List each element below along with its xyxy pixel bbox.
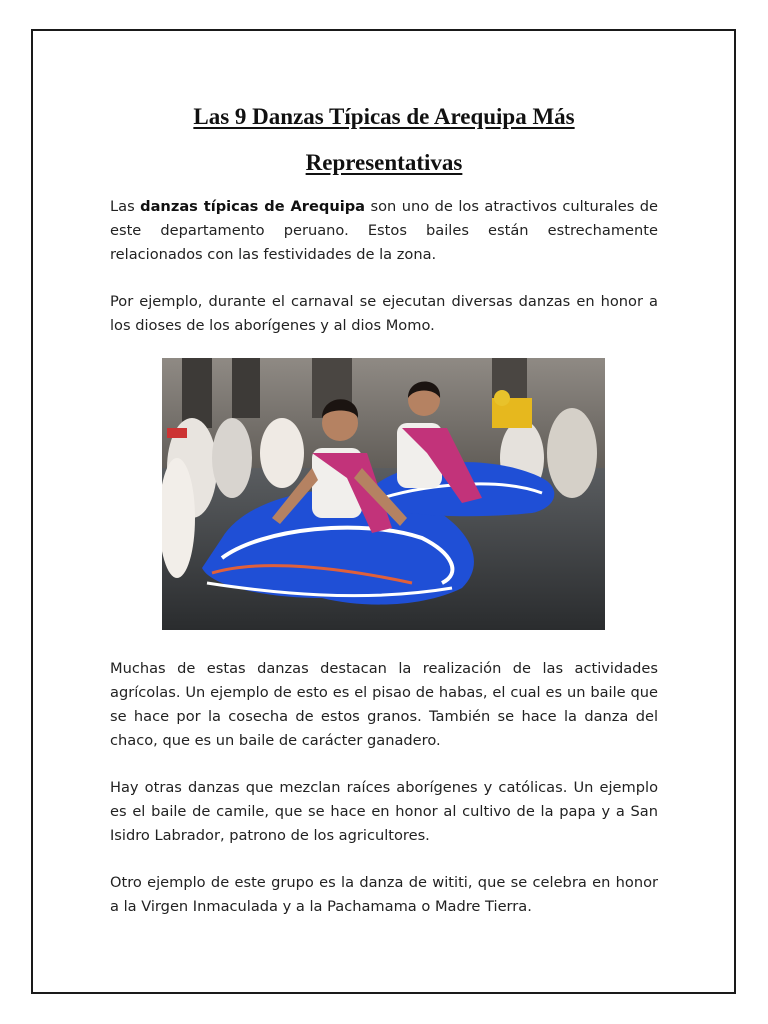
paragraph-intro [110,195,658,267]
paragraph-intro-bold: danzas típicas de Arequipa [140,198,366,215]
paragraph-carnaval: Por ejemplo, durante el carnaval se ejecutan diversas danzas en honor a los dioses de los aborígenes y al dios Momo. [110,293,658,334]
paragraph-camile: Hay otras danzas que mezclan raíces aborígenes y católicas. Un ejemplo es el baile de camile, que se hace en honor al cultivo de la papa y a San Isidro Labrador, patrono de los agricultores. [110,779,658,844]
dancers-photo [162,358,605,630]
paragraph-intro-rest: son uno de los atractivos culturales de este departamento peruano. Estos bailes están estrechamente relacionados con las festividades de la zona. [110,198,658,263]
paragraph-wititi: Otro ejemplo de este grupo es la danza de wititi, que se celebra en honor a la Virgen Inmaculada y a la Pachamama o Madre Tierra. [110,874,658,915]
paragraph-agricolas: Muchas de estas danzas destacan la realización de las actividades agrícolas. Un ejemplo de esto es el pisao de habas, el cual es un baile que se hace por la cosecha de estos granos. También se hace la danza del chaco, que es un baile de carácter ganadero. [110,660,658,749]
document-title-line1: Las 9 Danzas Típicas de Arequipa Más [193,104,575,129]
paragraph-intro-lead: Las [110,198,141,215]
document-title-line2: Representativas [305,150,463,175]
